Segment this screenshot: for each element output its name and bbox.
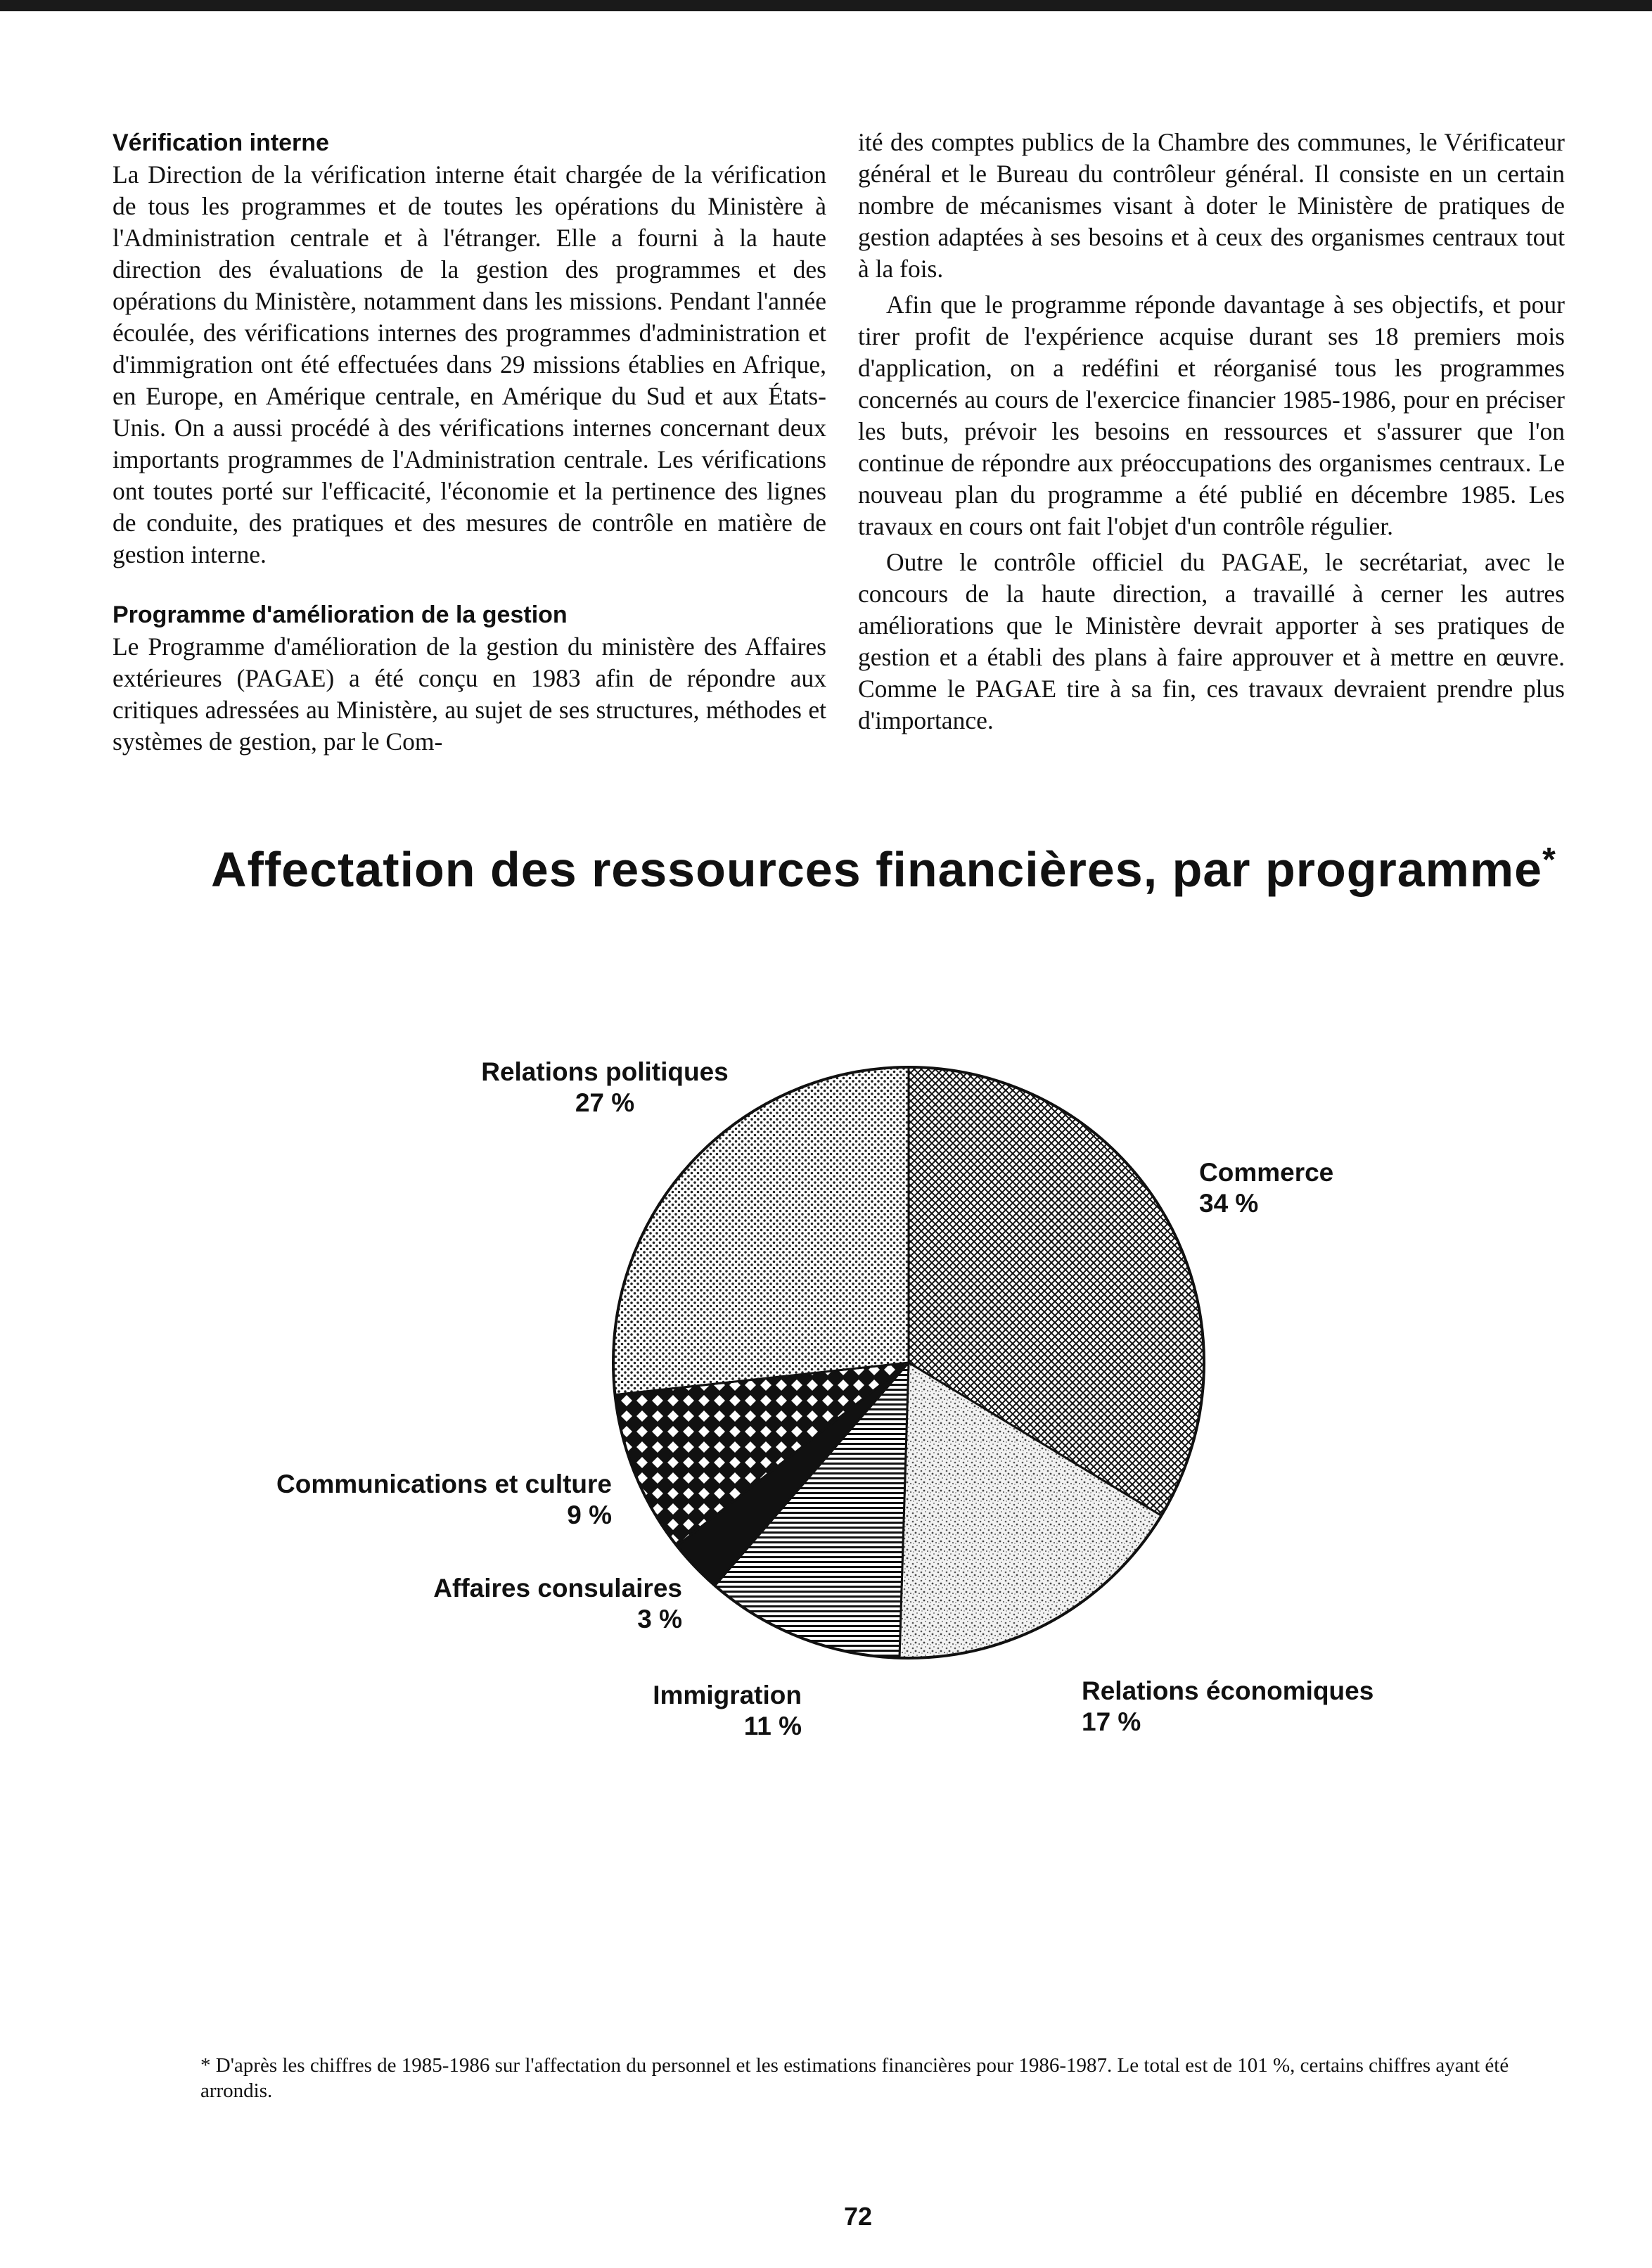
label-communications-culture	[197, 1469, 612, 1531]
footnote: * D'après les chiffres de 1985-1986 sur l'affectation du personnel et les estimations financières pour 1986-1987. Le total est de 101 %, certains chiffres ayant été arrondis.	[200, 2054, 1509, 2102]
label-relations-economiques	[1082, 1676, 1475, 1738]
label-percent: 3 %	[637, 1605, 682, 1633]
label-percent: 11 %	[743, 1712, 802, 1740]
label-name: Relations politiques	[481, 1057, 729, 1086]
label-percent: 27 %	[575, 1088, 635, 1117]
label-name: Affaires consulaires	[433, 1574, 682, 1603]
label-percent: 9 %	[567, 1501, 612, 1529]
label-percent: 34 %	[1199, 1189, 1259, 1218]
chart-title-asterisk: *	[1542, 841, 1556, 879]
label-name: Relations économiques	[1082, 1676, 1374, 1705]
chart-title-text: Affectation des ressources financières, par programme	[211, 842, 1543, 897]
paragraph-pagae-control: Outre le contrôle officiel du PAGAE, le secrétariat, avec le concours de la haute direction, a travaillé à cerner les autres améliorations que le Ministère devrait apporter à ses pratiques de gestion et a établi des plans à faire approuver et à mettre en œuvre. Comme le PAGAE tire à sa fin, ces travaux devraient prendre plus d'importance.	[858, 548, 1565, 734]
section-heading-verification: Vérification interne	[113, 129, 329, 156]
section-heading-pagae: Programme d'amélioration de la gestion	[113, 601, 568, 628]
label-immigration	[584, 1680, 802, 1742]
page-number: 72	[843, 2202, 873, 2231]
label-name: Immigration	[653, 1681, 802, 1709]
label-percent: 17 %	[1082, 1707, 1141, 1736]
label-name: Commerce	[1199, 1158, 1334, 1187]
label-relations-politiques	[422, 1057, 788, 1119]
paragraph-program-objectives: Afin que le programme réponde davantage à ses objectifs, et pour tirer profit de l'expérience acquise durant ses 18 premiers mois d'application, on a redéfini et réorganisé tous les programmes concernés au cours de l'exercice financier 1985-1986, pour en préciser les buts, prévoir les besoins en ressources et s'assurer que l'on continue de répondre aux préoccupations des organismes centraux. Le nouveau plan du programme a été publié en décembre 1985. Les travaux en cours ont fait l'objet d'un contrôle régulier.	[858, 291, 1565, 540]
paragraph-continuation: ité des comptes publics de la Chambre des communes, le Vérificateur général et le Bureau du contrôleur général. Il consiste en un certain nombre de mécanismes visant à doter le Ministère de pratiques de gestion adaptées à ses besoins et à ceux des organismes centraux tout à la fois.	[858, 128, 1565, 283]
label-name: Communications et culture	[276, 1470, 612, 1498]
paragraph-pagae-intro: Le Programme d'amélioration de la gestion du ministère des Affaires extérieures (PAGAE) a été conçu en 1983 afin de répondre aux critiques adressées au Ministère, au sujet de ses structures, méthodes et systèmes de gestion, par le Com-	[113, 632, 826, 756]
label-commerce	[1199, 1157, 1480, 1219]
pie-slices	[613, 1067, 1204, 1658]
paragraph-verification: La Direction de la vérification interne était chargée de la vérification de tous les programmes et de toutes les opérations du Ministère à l'Administration centrale et à l'étranger. Elle a fourni à la haute direction des évaluations de la gestion des programmes et des opérations du Ministère, notamment dans les missions. Pendant l'année écoulée, des vérifications internes des programmes d'administration et d'immigration ont été effectuées dans 29 missions établies en Afrique, en Europe, en Amérique centrale, en Amérique du Sud et aux États-Unis. On a aussi procédé à des vérifications internes concernant deux importants programmes de l'Administration centrale. Les vérifications ont toutes porté sur l'efficacité, l'économie et la pertinence des lignes de conduite, des pratiques et des mesures de contrôle en matière de gestion interne.	[113, 160, 826, 568]
label-affaires-consulaires	[352, 1573, 682, 1635]
